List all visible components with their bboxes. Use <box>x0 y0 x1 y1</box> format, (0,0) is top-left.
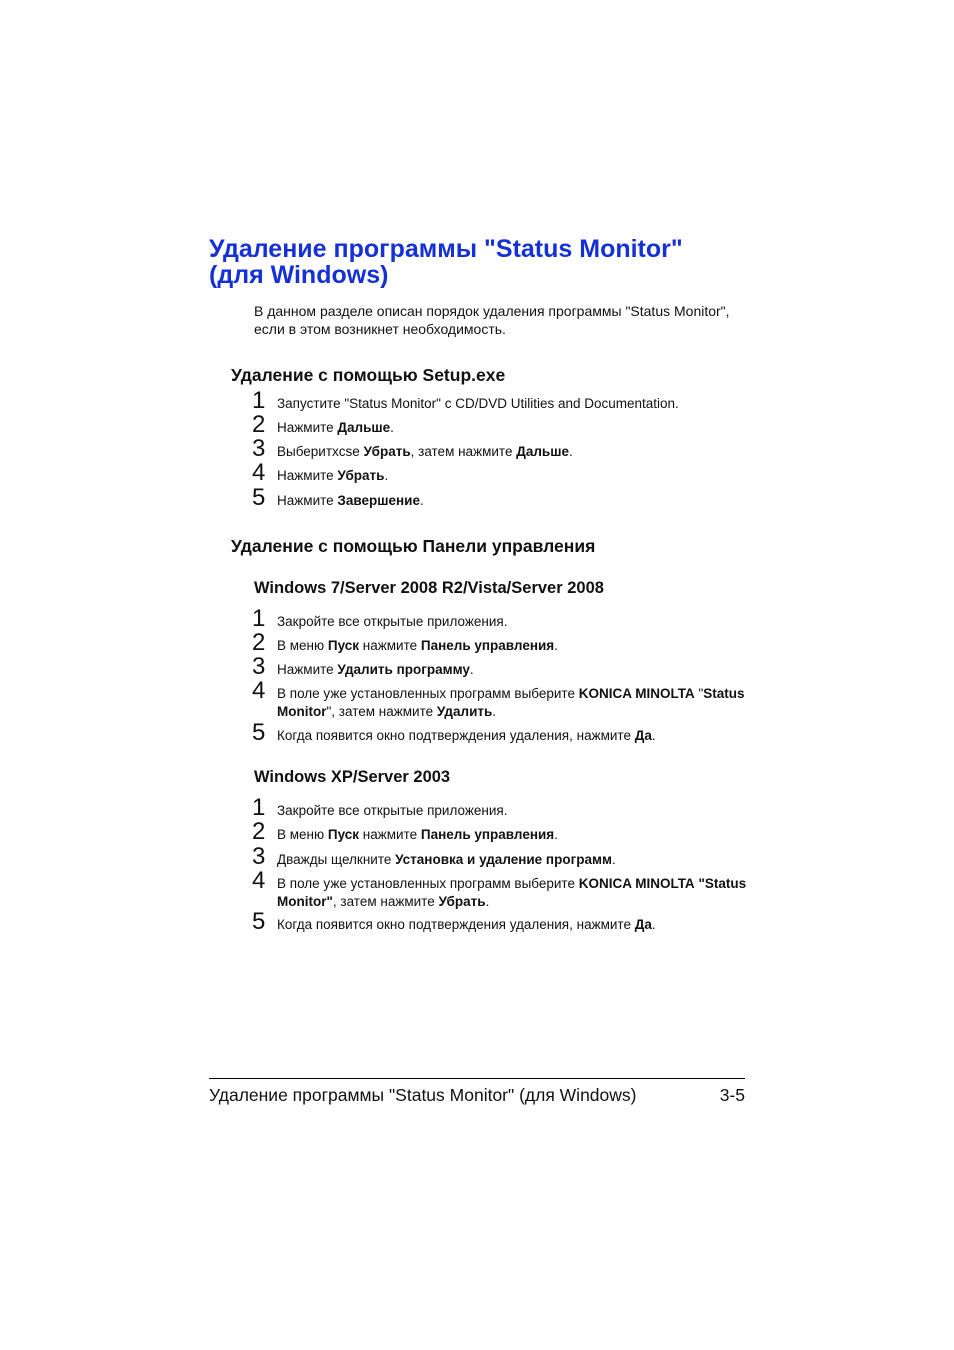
step-text-bold: Да <box>634 728 652 743</box>
intro-paragraph: В данном разделе описан порядок удаления программы "Status Monitor", если в этом возникнет необходимость. <box>254 303 730 337</box>
section-heading-control-panel: Удаление с помощью Панели управления <box>231 536 596 556</box>
step-text-part: Закройте все открытые приложения. <box>277 803 508 818</box>
step-text-bold: Пуск <box>327 638 360 653</box>
step-text <box>277 420 394 435</box>
step-number: 5 <box>252 719 266 746</box>
step-number: 3 <box>252 843 266 870</box>
step-text-part: нажмите <box>359 827 421 842</box>
page-number: 3-5 <box>719 1085 745 1105</box>
step-number: 1 <box>252 605 266 632</box>
step-number: 4 <box>252 867 266 894</box>
step-text <box>277 396 679 411</box>
step-text-part: В меню <box>277 638 328 653</box>
step-text <box>277 803 507 818</box>
step-item <box>252 794 777 821</box>
step-item <box>252 818 777 845</box>
step-number: 1 <box>252 794 266 821</box>
step-text-part: В меню <box>277 827 328 842</box>
step-text-part: . <box>384 468 389 483</box>
step-text-part: Закройте все открытые приложения. <box>277 614 508 629</box>
step-text <box>277 468 388 483</box>
subsection-heading-winxp: Windows XP/Server 2003 <box>254 768 451 786</box>
step-number: 5 <box>252 484 266 511</box>
step-text-part: Нажмите <box>277 493 338 508</box>
step-item <box>252 719 777 746</box>
step-text-bold: "Status Monitor" <box>277 876 747 909</box>
step-text-part: Когда появится окно подтверждения удаления, нажмите <box>277 728 635 743</box>
step-item <box>252 387 777 414</box>
step-text-bold: Status Monitor <box>277 686 745 719</box>
step-item <box>252 459 777 486</box>
step-text <box>277 728 656 743</box>
step-text-part: В поле уже установленных программ выберите <box>277 876 579 891</box>
step-text <box>277 686 745 719</box>
step-text-bold: KONICA MINOLTA <box>578 876 695 891</box>
step-text-bold: Убрать <box>438 893 486 909</box>
step-text-bold: Убрать <box>363 444 411 459</box>
step-number: 4 <box>252 677 266 704</box>
step-number: 1 <box>252 387 266 414</box>
step-text-part: Нажмите <box>277 468 338 483</box>
step-text-part: Дважды щелкните <box>277 852 396 867</box>
step-text <box>277 876 746 909</box>
step-text-bold: Удалить программу <box>337 662 470 677</box>
footer-title: Удаление программы "Status Monitor" (для Windows) <box>209 1085 637 1105</box>
step-text <box>277 662 474 677</box>
step-text-part: . <box>554 827 558 842</box>
step-number: 2 <box>252 818 266 845</box>
step-text <box>277 917 656 932</box>
step-text-part: В поле уже установленных программ выберите <box>277 686 579 701</box>
step-text-part: " <box>694 686 704 701</box>
step-number: 2 <box>252 629 266 656</box>
step-text-part: Нажмите <box>277 662 338 677</box>
step-item <box>252 435 777 462</box>
step-text-bold: Да <box>634 917 652 932</box>
step-item <box>252 908 777 935</box>
step-text-part: . <box>568 444 573 459</box>
step-number: 5 <box>252 908 266 935</box>
step-text-bold: Панель управления <box>420 638 555 653</box>
subsection-heading-win7: Windows 7/Server 2008 R2/Vista/Server 2008 <box>254 579 604 597</box>
step-text <box>277 638 558 653</box>
step-text-bold: Пуск <box>327 827 360 842</box>
step-item <box>252 484 777 511</box>
step-text-part: нажмите <box>359 638 421 653</box>
step-text-part: . <box>554 638 558 653</box>
step-text-part: . <box>485 893 490 909</box>
step-text-bold: Удалить <box>436 703 493 719</box>
step-text-part: . <box>651 917 656 932</box>
step-text <box>277 827 558 842</box>
footer-divider <box>209 1078 745 1079</box>
step-text-part: . <box>469 662 474 677</box>
section-heading-setup: Удаление с помощью Setup.exe <box>231 365 506 385</box>
step-text-part: , затем нажмите <box>410 444 517 459</box>
step-number: 2 <box>252 411 266 438</box>
step-text-bold: Установка и удаление программ <box>395 852 612 867</box>
step-text-part: . <box>651 728 656 743</box>
step-text-part: . <box>611 852 616 867</box>
step-text <box>277 444 573 459</box>
step-item <box>252 629 777 656</box>
page-title-line1: Удаление программы "Status Monitor" <box>209 235 683 263</box>
step-item <box>252 653 777 680</box>
step-text-bold: Дальше <box>516 444 569 459</box>
step-text-part: . <box>492 703 497 719</box>
step-text-part: Нажмите <box>277 420 338 435</box>
step-text-bold: Панель управления <box>420 827 555 842</box>
step-text-part: , затем нажмите <box>332 893 439 909</box>
step-item <box>252 843 777 870</box>
step-text-bold: KONICA MINOLTA <box>578 686 695 701</box>
step-text-bold: Убрать <box>337 468 385 483</box>
step-item <box>252 677 777 720</box>
step-text-part: . <box>419 493 424 508</box>
step-number: 4 <box>252 459 266 486</box>
page-title <box>209 236 769 288</box>
step-text-part: Выберитхcse <box>277 444 364 459</box>
step-item <box>252 605 777 632</box>
step-text-part: . <box>390 420 394 435</box>
step-item <box>252 411 777 438</box>
step-text-part: Когда появится окно подтверждения удаления, нажмите <box>277 917 635 932</box>
step-text-part: Запустите "Status Monitor" с CD/DVD Utilities and Documentation. <box>277 396 679 411</box>
step-text-part: ", затем нажмите <box>326 703 437 719</box>
page-title-line2: (для Windows) <box>209 261 389 289</box>
step-text <box>277 852 616 867</box>
step-text <box>277 493 424 508</box>
step-text-bold: Завершение <box>337 493 420 508</box>
step-number: 3 <box>252 435 266 462</box>
step-text-bold: Дальше <box>337 420 391 435</box>
step-item <box>252 867 777 910</box>
step-number: 3 <box>252 653 266 680</box>
step-text <box>277 614 507 629</box>
